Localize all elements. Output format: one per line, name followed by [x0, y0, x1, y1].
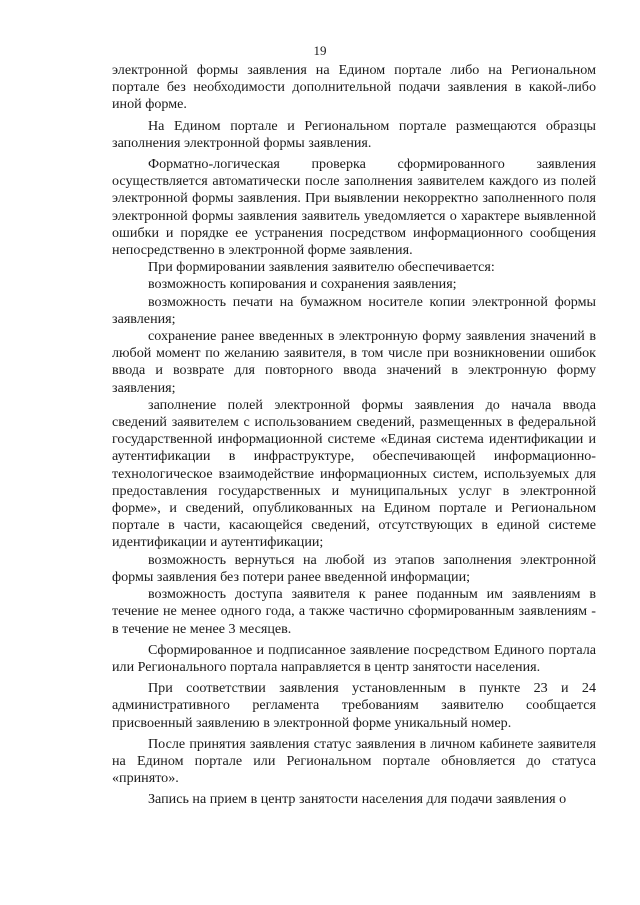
paragraph: заполнение полей электронной формы заявления до начала ввода сведений заявителем с использованием сведений, размещенных в федеральной государственной информационной системе «Единая система идентификации и аутентификации в инфраструктуре, обеспечивающей информационно-технологическое взаимодействие информационных систем, используемых для предоставления государственных и муниципальных услуг в электронной форме», и сведений, опубликованных на Едином портале и Региональном портале в части, касающейся сведений, отсутствующих в единой системе идентификации и аутентификации; [112, 396, 596, 551]
paragraph: После принятия заявления статус заявления в личном кабинете заявителя на Едином портале или Региональном портале обновляется до статуса «принято». [112, 735, 596, 787]
paragraph: возможность копирования и сохранения заявления; [148, 276, 457, 293]
paragraph: Сформированное и подписанное заявление посредством Единого портала или Регионального портала направляется в центр занятости населения. [112, 641, 596, 675]
paragraph: сохранение ранее введенных в электронную форму заявления значений в любой момент по желанию заявителя, в том числе при возникновении ошибок ввода и возврате для повторного ввода значений в электронную форму заявления; [112, 328, 596, 396]
paragraph: При соответствии заявления установленным в пункте 23 и 24 административного регламента требованиям заявителю сообщается присвоенный заявлению в электронной форме уникальный номер. [112, 680, 596, 731]
body-text [112, 62, 596, 809]
paragraph: Запись на прием в центр занятости населения для подачи заявления о [148, 791, 567, 808]
paragraph: возможность вернуться на любой из этапов заполнения электронной формы заявления без потери ранее введенной информации; [112, 551, 596, 585]
page-number: 19 [313, 43, 327, 58]
paragraph: возможность доступа заявителя к ранее поданным им заявлениям в течение не менее одного года, а также частично сформированным заявлениям - в течение не менее 3 месяцев. [112, 586, 596, 637]
paragraph: При формировании заявления заявителю обеспечивается: [148, 259, 495, 276]
paragraph: На Едином портале и Региональном портале размещаются образцы заполнения электронной формы заявления. [112, 117, 596, 151]
paragraph: возможность печати на бумажном носителе копии электронной формы заявления; [112, 293, 596, 327]
paragraph: электронной формы заявления на Едином портале либо на Региональном портале без необходимости дополнительной подачи заявления в какой-либо иной форме. [112, 62, 596, 113]
paragraph: Форматно-логическая проверка сформированного заявления осуществляется автоматически после заполнения заявителем каждого из полей электронной формы заявления. При выявлении некорректно заполненного поля электронной формы заявления заявитель уведомляется о характере выявленной ошибки и порядке ее устранения посредством информационного сообщения непосредственно в электронной форме заявления. [112, 156, 596, 259]
